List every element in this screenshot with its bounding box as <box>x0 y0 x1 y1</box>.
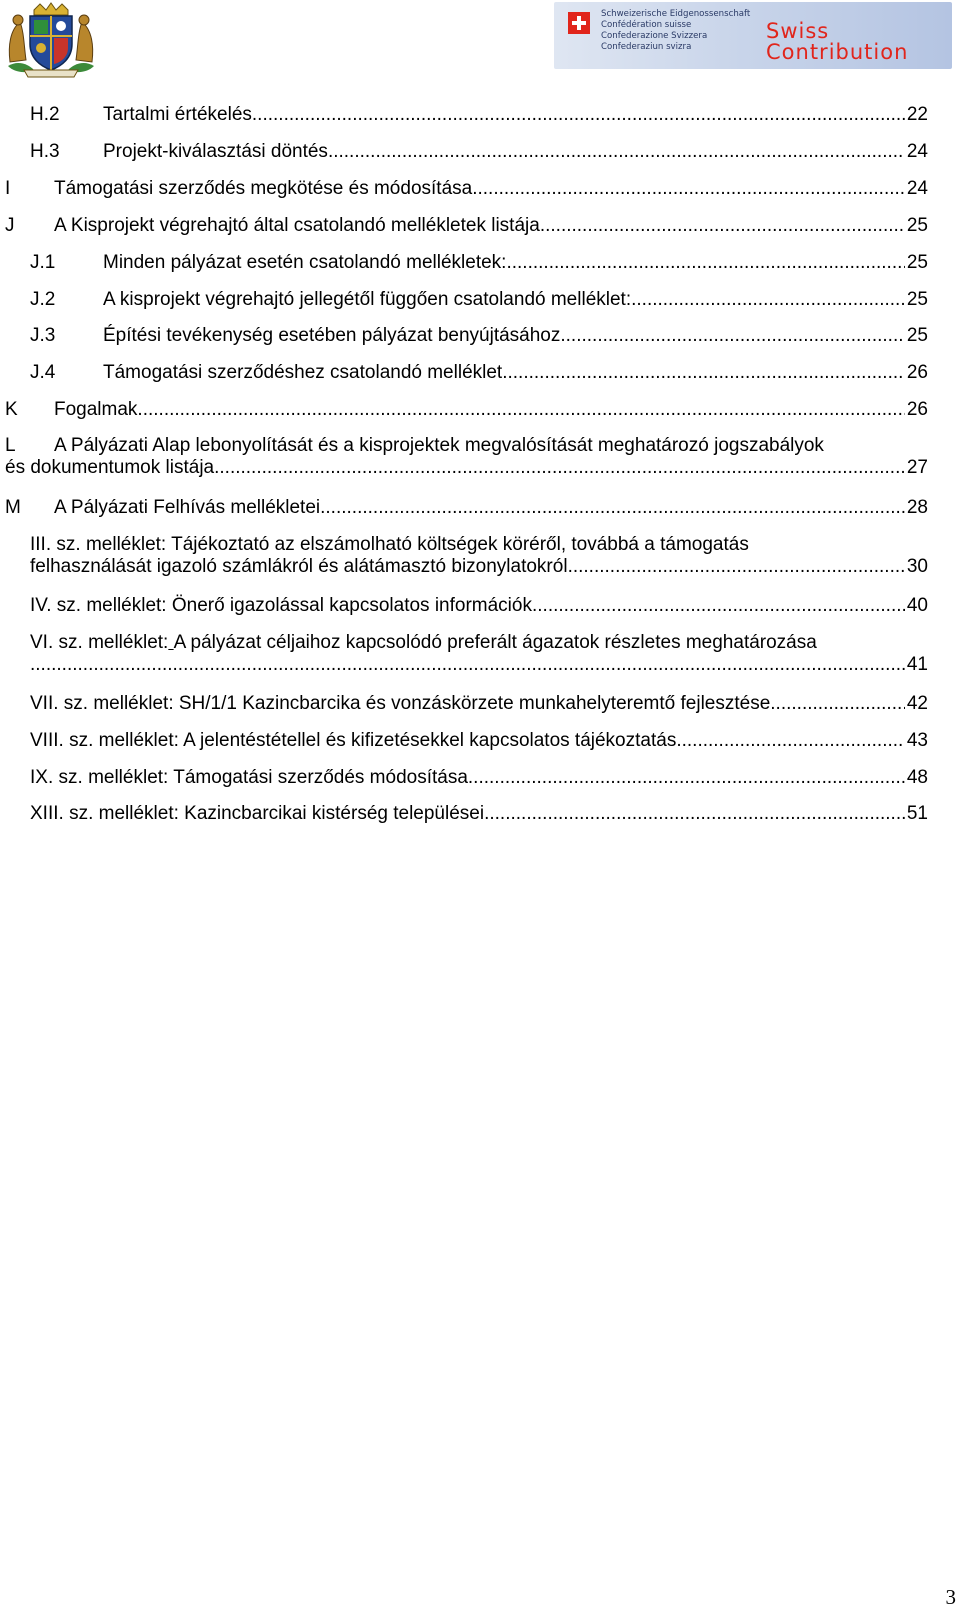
toc-entry-annex-8[interactable] <box>30 730 928 752</box>
toc-entry-h3[interactable] <box>30 141 928 163</box>
toc-entry-m[interactable] <box>5 497 928 519</box>
toc-number: K <box>5 399 18 420</box>
toc-entry-j4[interactable] <box>30 362 928 384</box>
toc-page: 30 <box>906 556 928 577</box>
toc-number: J.2 <box>30 289 56 310</box>
toc-entry-k[interactable] <box>5 399 928 421</box>
toc-dot-leader <box>484 803 905 825</box>
toc-title: Projekt-kiválasztási döntés <box>103 141 328 162</box>
toc-page: 26 <box>906 362 928 383</box>
toc-title-line-2: és dokumentumok listája <box>5 457 215 478</box>
brand-line-1: Swiss <box>766 19 830 43</box>
toc-page: 43 <box>906 730 928 751</box>
toc-page: 48 <box>906 767 928 788</box>
toc-title: Építési tevékenység esetében pályázat benyújtásához <box>103 325 561 346</box>
toc-number: M <box>5 497 21 518</box>
toc-entry-j1[interactable] <box>30 252 928 274</box>
toc-dot-leader <box>560 325 904 347</box>
toc-dot-leader <box>214 457 905 479</box>
brand-line-2: Contribution <box>766 40 909 64</box>
toc-entry-j[interactable] <box>5 215 928 237</box>
toc-entry-h2[interactable] <box>30 104 928 126</box>
toc-title: VIII. sz. melléklet: A jelentéstétellel és kifizetésekkel kapcsolatos tájékoztatás <box>30 730 677 751</box>
toc-dot-leader <box>137 399 904 421</box>
swiss-flag-icon <box>568 12 590 34</box>
toc-page: 24 <box>906 141 928 162</box>
toc-title: Tartalmi értékelés <box>103 104 252 125</box>
toc-entry-annex-7[interactable] <box>30 693 928 715</box>
toc-dot-leader <box>631 289 905 311</box>
confederation-name-fr: Confédération suisse <box>601 20 692 30</box>
toc-title: IX. sz. melléklet: Támogatási szerződés módosítása <box>30 767 468 788</box>
toc-page: 26 <box>906 399 928 420</box>
toc-page: 51 <box>906 803 928 824</box>
toc-number: H.3 <box>30 141 60 162</box>
toc-entry-i[interactable] <box>5 178 928 200</box>
toc-title-line-2: felhasználását igazoló számlákról és alátámasztó bizonylatokról <box>30 556 568 577</box>
toc-number: J.4 <box>30 362 56 383</box>
toc-entry-annex-4[interactable] <box>30 595 928 617</box>
toc-dot-leader <box>770 693 905 715</box>
toc-title: A Kisprojekt végrehajtó által csatolandó mellékletek listája <box>54 215 540 236</box>
toc-page: 25 <box>906 215 928 236</box>
toc-entry-annex-13[interactable] <box>30 803 928 825</box>
toc-number: H.2 <box>30 104 60 125</box>
toc-page: 42 <box>906 693 928 714</box>
swiss-contribution-logo <box>766 21 908 63</box>
toc-title-line-1: A Pályázati Alap lebonyolítását és a kisprojektek megvalósítását meghatározó jogszabályok <box>54 435 824 456</box>
toc-title: A Pályázati Felhívás mellékletei <box>54 497 321 518</box>
toc-entry-annex-3[interactable] <box>30 534 928 578</box>
toc-dot-leader <box>472 178 905 200</box>
toc-page: 25 <box>906 252 928 273</box>
toc-page: 22 <box>906 104 928 125</box>
toc-dot-leader <box>468 767 905 789</box>
toc-dot-leader <box>320 497 905 519</box>
toc-page: 24 <box>906 178 928 199</box>
toc-number: J.3 <box>30 325 56 346</box>
toc-number: I <box>5 178 11 199</box>
toc-dot-leader <box>30 654 905 676</box>
swiss-contribution-banner <box>554 2 952 69</box>
toc-dot-leader <box>676 730 905 752</box>
toc-entry-j2[interactable] <box>30 289 928 311</box>
toc-entry-l[interactable] <box>5 435 928 479</box>
toc-dot-leader <box>328 141 905 163</box>
confederation-name-de: Schweizerische Eidgenossenschaft <box>601 9 751 19</box>
toc-title-line-1: A pályázat céljaihoz kapcsolódó preferált ágazatok részletes meghatározása <box>173 632 817 653</box>
toc-number: J.1 <box>30 252 56 273</box>
toc-page: 41 <box>906 654 928 675</box>
toc-title-prefix: VI. sz. melléklet: <box>30 632 169 653</box>
toc-page: 40 <box>906 595 928 616</box>
toc-title: Fogalmak <box>54 399 138 420</box>
confederation-name-rm: Confederaziun svizra <box>601 42 692 52</box>
toc-title: Támogatási szerződéshez csatolandó melléklet <box>103 362 503 383</box>
coat-of-arms-icon <box>4 2 98 78</box>
toc-page: 25 <box>906 289 928 310</box>
toc-entry-annex-9[interactable] <box>30 767 928 789</box>
toc-title: Minden pályázat esetén csatolandó mellékletek: <box>103 252 507 273</box>
toc-dot-leader <box>502 362 905 384</box>
toc-dot-leader <box>252 104 905 126</box>
confederation-name-it: Confederazione Svizzera <box>601 31 708 41</box>
toc-number: J <box>5 215 15 236</box>
confederation-names <box>601 9 750 53</box>
toc-entry-j3[interactable] <box>30 325 928 347</box>
toc-entry-annex-6[interactable] <box>30 632 928 676</box>
toc-page: 27 <box>906 457 928 478</box>
toc-dot-leader <box>532 595 905 617</box>
toc-dot-leader <box>540 215 905 237</box>
toc-number: L <box>5 435 16 456</box>
toc-title: IV. sz. melléklet: Önerő igazolással kapcsolatos információk <box>30 595 532 616</box>
toc-dot-leader <box>568 556 905 578</box>
toc-title: A kisprojekt végrehajtó jellegétől függően csatolandó melléklet: <box>103 289 632 310</box>
toc-page: 28 <box>906 497 928 518</box>
toc-title: XIII. sz. melléklet: Kazincbarcikai kistérség települései <box>30 803 485 824</box>
toc-dot-leader <box>506 252 904 274</box>
toc-title: VII. sz. melléklet: SH/1/1 Kazincbarcika és vonzáskörzete munkahelyteremtő fejlesztése <box>30 693 771 714</box>
toc-page: 25 <box>906 325 928 346</box>
toc-title-line-1: III. sz. melléklet: Tájékoztató az elszámolható költségek köréről, továbbá a támogatás <box>30 534 749 555</box>
page-number: 3 <box>945 1585 956 1609</box>
toc-title: Támogatási szerződés megkötése és módosítása <box>54 178 473 199</box>
